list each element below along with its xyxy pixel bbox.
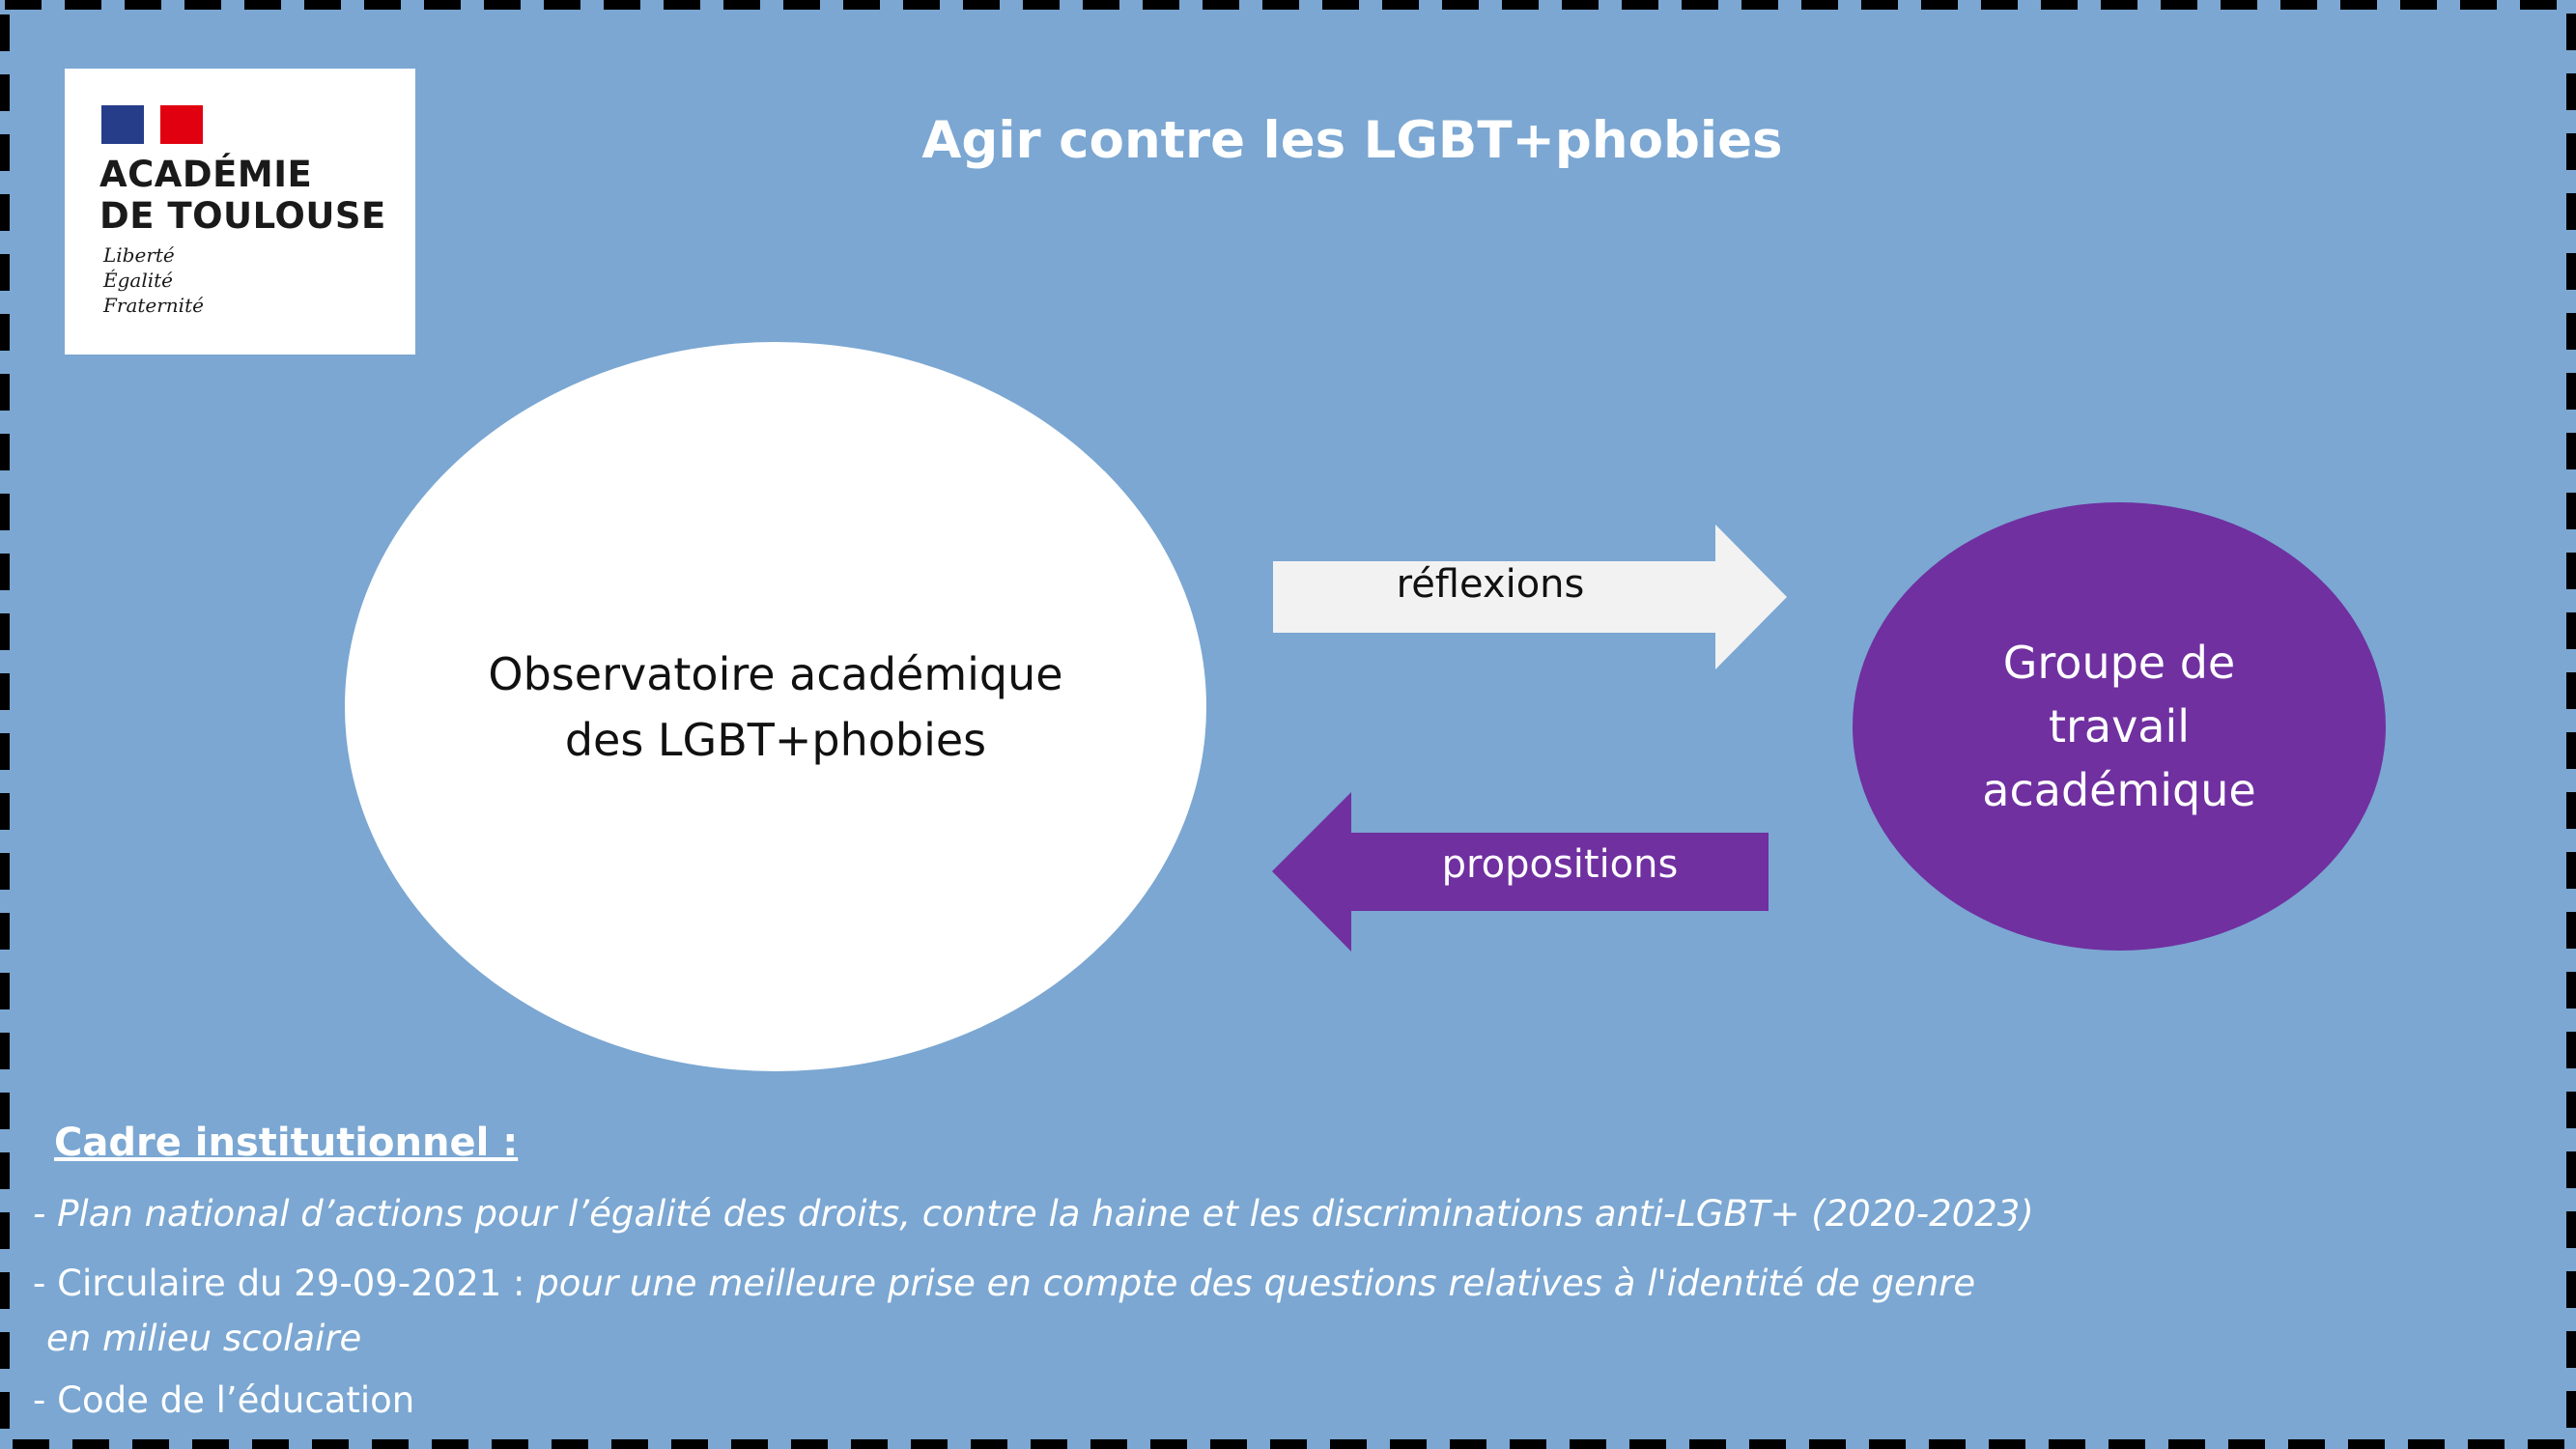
groupe-line1: Groupe de <box>2002 637 2236 689</box>
observatoire-line1: Observatoire académique <box>488 647 1063 700</box>
logo-name-line2: DE TOULOUSE <box>99 195 386 237</box>
reflexions-label: réflexions <box>1396 562 1585 607</box>
groupe-line3: académique <box>1982 764 2256 816</box>
logo-name-line1: ACADÉMIE <box>99 154 313 195</box>
observatoire-node <box>345 342 1206 1071</box>
circulaire-description: pour une meilleure prise en compte des questions relatives à l'identité de genre <box>536 1263 1976 1304</box>
motto-fraternite: Fraternité <box>103 294 204 317</box>
cadre-heading: Cadre institutionnel : <box>54 1121 519 1165</box>
groupe-line2: travail <box>2048 700 2191 753</box>
cadre-item-plan-national: - Plan national d’actions pour l’égalité des droits, contre la haine et les discriminations anti-LGBT+ (2020-2023) <box>33 1193 2034 1235</box>
observatoire-line2: des LGBT+phobies <box>564 713 987 766</box>
cadre-item-code-education: - Code de l’éducation <box>33 1379 415 1421</box>
logo-motto <box>103 242 204 318</box>
circulaire-prefix: - Circulaire du 29-09-2021 : <box>33 1263 537 1304</box>
propositions-label: propositions <box>1441 842 1679 887</box>
groupe-travail-node <box>1853 502 2386 951</box>
motto-liberte: Liberté <box>103 243 175 267</box>
page-title: Agir contre les LGBT+phobies <box>921 111 1783 170</box>
motto-egalite: Égalité <box>103 269 173 292</box>
cadre-item-circulaire <box>33 1263 1975 1304</box>
circulaire-description-cont: en milieu scolaire <box>46 1318 362 1359</box>
